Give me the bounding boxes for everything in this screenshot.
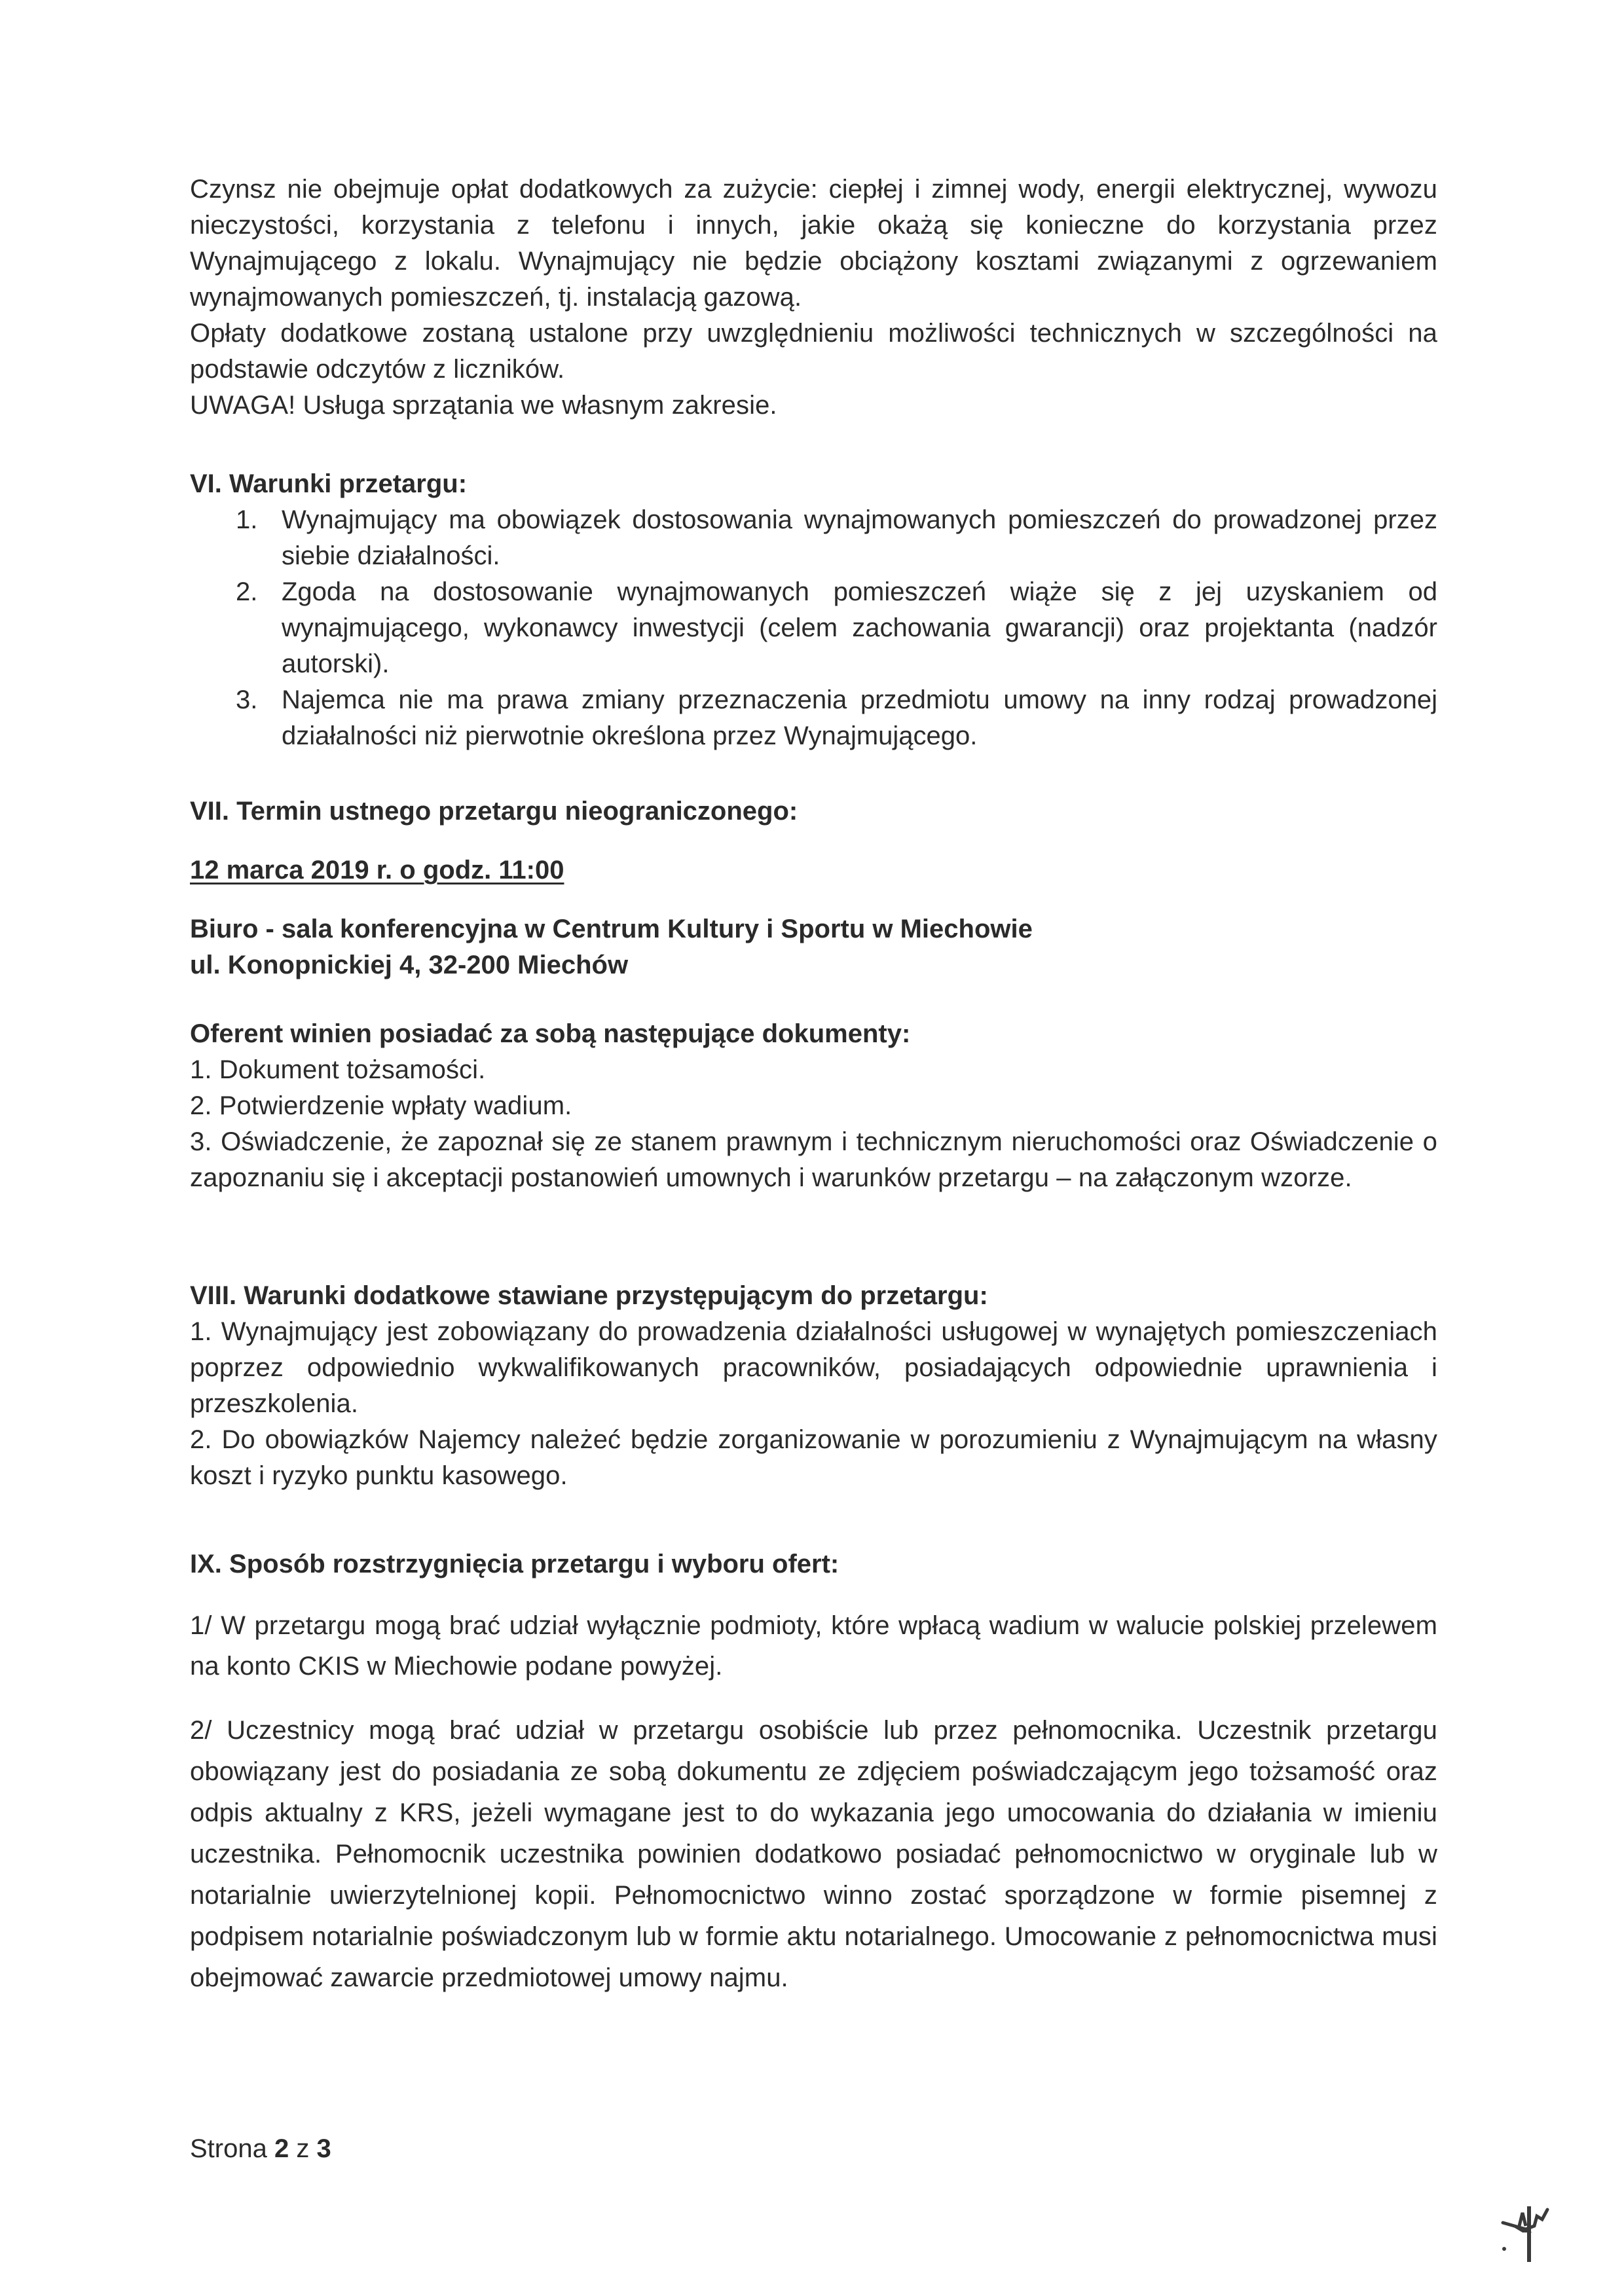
current-page: 2 [274, 2134, 289, 2163]
page-number-footer [190, 2131, 331, 2167]
total-pages: 3 [316, 2134, 331, 2163]
list-number: 2. [236, 577, 258, 606]
list-number: 1. [236, 505, 258, 534]
list-text: Zgoda na dostosowanie wynajmowanych pomieszczeń wiąże się z jej uzyskaniem od wynajmującego, wykonawcy inwestycji (celem zachowania gwarancji) oraz projektanta (nadzór autorski). [282, 577, 1437, 678]
auction-location: Biuro - sala konferencyjna w Centrum Kultury i Sportu w Miechowie [190, 915, 1033, 943]
document-item: 3. Oświadczenie, że zapoznał się ze stanem prawnym i technicznym nieruchomości oraz Oświadczenie o zapoznaniu się i akceptacji postanowień umownych i warunków przetargu – na załączonym wzorze. [190, 1127, 1437, 1192]
initials-signature-icon [1496, 2196, 1562, 2262]
section-ix-paragraph-1: 1/ W przetargu mogą brać udział wyłącznie podmioty, które wpłacą wadium w walucie polskiej przelewem na konto CKIS w Miechowie podane powyżej. [190, 1611, 1437, 1681]
section-ix-paragraph-2: 2/ Uczestnicy mogą brać udział w przetargu osobiście lub przez pełnomocnika. Uczestnik przetargu obowiązany jest do posiadania ze sobą dokumentu ze zdjęciem poświadczającym jego tożsamość oraz odpis aktualny z KRS, jeżeli wymagane jest to do wykazania jego umocowania do działania w imieniu uczestnika. Pełnomocnik uczestnika powinien dodatkowo posiadać pełnomocnictwo w oryginale lub w notarialnie uwierzytelnionej kopii. Pełnomocnictwo winno zostać sporządzone w formie pisemnej z podpisem notarialnie poświadczonym lub w formie aktu notarialnego. Umocowanie z pełnomocnictwa musi obejmować zawarcie przedmiotowej umowy najmu. [190, 1716, 1437, 1992]
intro-paragraph-cleaning-notice: UWAGA! Usługa sprzątania we własnym zakresie. [190, 391, 777, 420]
list-text: Najemca nie ma prawa zmiany przeznaczenia przedmiotu umowy na inny rodzaj prowadzonej działalności niż pierwotnie określona przez Wynajmującego. [282, 685, 1437, 750]
section-viii-item: 1. Wynajmujący jest zobowiązany do prowadzenia działalności usługowej w wynajętych pomieszczeniach poprzez odpowiednio wykwalifikowanych pracowników, posiadających odpowiednie uprawnienia i przeszkolenia. [190, 1317, 1437, 1418]
page-separator: z [296, 2134, 310, 2163]
auction-address: ul. Konopnickiej 4, 32-200 Miechów [190, 951, 629, 979]
section-vi-heading: VI. Warunki przetargu: [190, 469, 468, 498]
document-item: 1. Dokument tożsamości. [190, 1055, 486, 1084]
intro-paragraph-fees: Czynsz nie obejmuje opłat dodatkowych za zużycie: ciepłej i zimnej wody, energii elektrycznej, wywozu nieczystości, korzystania z telefonu i innych, jakie okażą się konieczne do korzystania przez Wynajmującego z lokalu. Wynajmujący nie będzie obciążony kosztami związanymi z ogrzewaniem wynajmowanych pomieszczeń, tj. instalacją gazową. [190, 175, 1437, 312]
intro-paragraph-additional-fees: Opłaty dodatkowe zostaną ustalone przy uwzględnieniu możliwości technicznych w szczególności na podstawie odczytów z liczników. [190, 319, 1437, 384]
list-text: Wynajmujący ma obowiązek dostosowania wynajmowanych pomieszczeń do prowadzonej przez siebie działalności. [282, 505, 1437, 570]
documents-heading: Oferent winien posiadać za sobą następujące dokumenty: [190, 1019, 911, 1048]
section-vii-heading: VII. Termin ustnego przetargu nieograniczonego: [190, 797, 798, 826]
section-ix-heading: IX. Sposób rozstrzygnięcia przetargu i wyboru ofert: [190, 1550, 840, 1578]
section-viii-heading: VIII. Warunki dodatkowe stawiane przystępującym do przetargu: [190, 1281, 988, 1310]
section-viii-item: 2. Do obowiązków Najemcy należeć będzie zorganizowanie w porozumieniu z Wynajmującym na własny koszt i ryzyko punktu kasowego. [190, 1425, 1437, 1490]
auction-date: 12 marca 2019 r. o godz. 11:00 [190, 856, 564, 884]
list-number: 3. [236, 685, 258, 714]
document-item: 2. Potwierdzenie wpłaty wadium. [190, 1091, 572, 1120]
page-label: Strona [190, 2134, 267, 2163]
